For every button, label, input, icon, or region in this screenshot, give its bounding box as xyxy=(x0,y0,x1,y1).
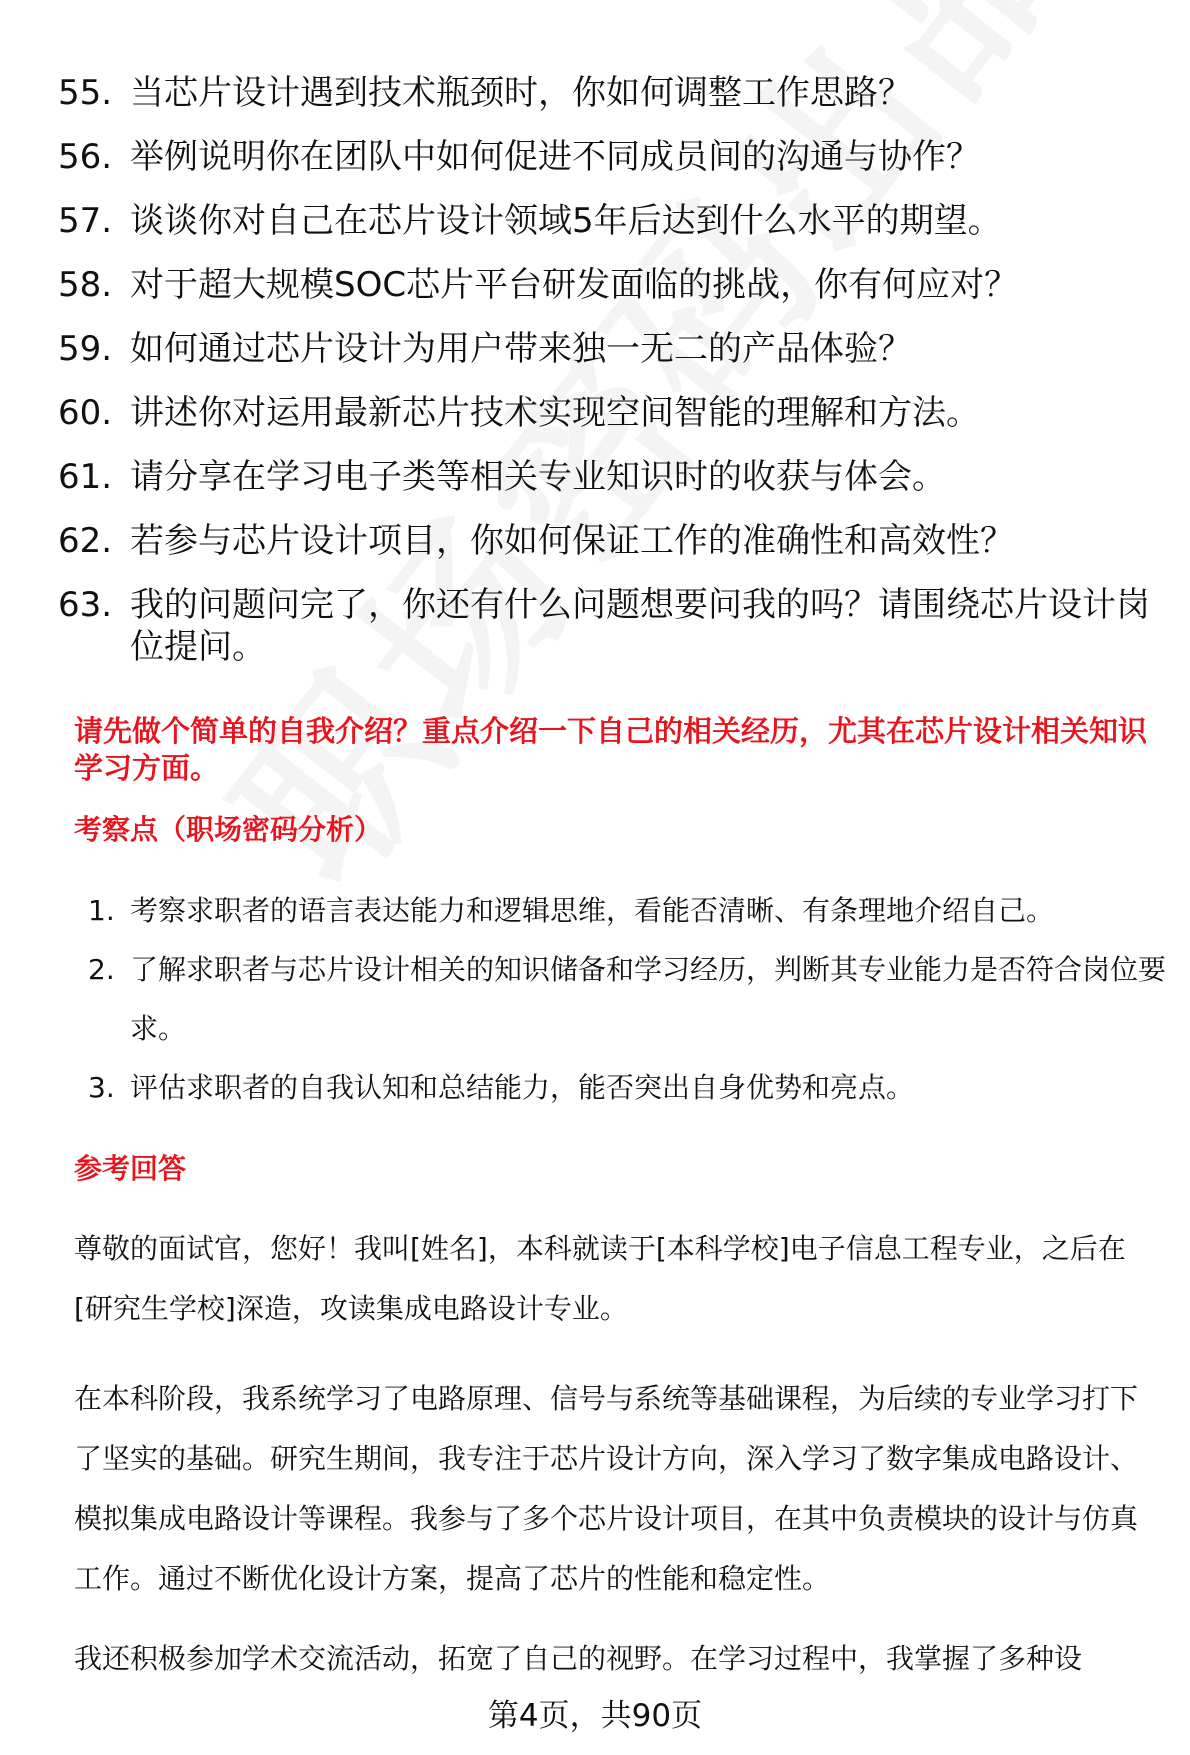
analysis-item xyxy=(88,940,1168,1058)
question-number: 57. xyxy=(58,201,113,241)
current-question: 请先做个简单的自我介绍？重点介绍一下自己的相关经历，尤其在芯片设计相关知识学习方面。 xyxy=(74,714,1148,785)
answer-paragraph: 尊敬的面试官，您好！我叫[姓名]，本科就读于[本科学校]电子信息工程专业，之后在[研究生学校]深造，攻读集成电路设计专业。 xyxy=(74,1232,1126,1325)
question-number: 55. xyxy=(58,73,113,113)
answer-heading: 参考回答 xyxy=(74,1152,187,1185)
question-item xyxy=(58,72,1158,114)
analysis-number: 1. xyxy=(88,894,115,927)
question-number: 59. xyxy=(58,329,113,369)
analysis-list xyxy=(88,881,1168,1117)
analysis-text: 考察求职者的语言表达能力和逻辑思维，看能否清晰、有条理地介绍自己。 xyxy=(130,894,1055,927)
question-item xyxy=(58,328,1158,370)
question-item xyxy=(58,136,1158,178)
question-item xyxy=(58,264,1158,306)
question-text: 请分享在学习电子类等相关专业知识时的收获与体会。 xyxy=(130,457,946,497)
analysis-item xyxy=(88,881,1168,940)
question-list xyxy=(58,72,1158,668)
question-number: 60. xyxy=(58,393,113,433)
question-item xyxy=(58,520,1158,562)
question-number: 56. xyxy=(58,137,113,177)
question-item xyxy=(58,584,1158,668)
question-item xyxy=(58,456,1158,498)
analysis-number: 2. xyxy=(88,953,115,986)
question-item xyxy=(58,392,1158,434)
question-text: 若参与芯片设计项目，你如何保证工作的准确性和高效性？ xyxy=(130,521,1014,561)
question-number: 58. xyxy=(58,265,113,305)
question-number: 61. xyxy=(58,457,113,497)
analysis-number: 3. xyxy=(88,1071,115,1104)
analysis-text: 了解求职者与芯片设计相关的知识储备和学习经历，判断其专业能力是否符合岗位要求。 xyxy=(130,953,1167,1045)
question-text: 谈谈你对自己在芯片设计领域5年后达到什么水平的期望。 xyxy=(130,201,1002,241)
answer-paragraph: 在本科阶段，我系统学习了电路原理、信号与系统等基础课程，为后续的专业学习打下了坚实的基础。研究生期间，我专注于芯片设计方向，深入学习了数字集成电路设计、模拟集成电路设计等课程。我参与了多个芯片设计项目，在其中负责模块的设计与仿真工作。通过不断优化设计方案，提高了芯片的性能和稳定性。 xyxy=(74,1382,1139,1595)
analysis-item xyxy=(88,1058,1168,1117)
question-text: 如何通过芯片设计为用户带来独一无二的产品体验？ xyxy=(130,329,912,369)
question-item xyxy=(58,200,1158,242)
question-text: 举例说明你在团队中如何促进不同成员间的沟通与协作？ xyxy=(130,137,980,177)
answer-paragraph: 我还积极参加学术交流活动，拓宽了自己的视野。在学习过程中，我掌握了多种设 xyxy=(74,1642,1083,1675)
question-text: 我的问题问完了，你还有什么问题想要问我的吗？请围绕芯片设计岗位提问。 xyxy=(130,585,1150,667)
question-number: 62. xyxy=(58,521,113,561)
analysis-heading: 考察点（职场密码分析） xyxy=(74,813,383,846)
question-number: 63. xyxy=(58,585,113,625)
question-text: 对于超大规模SOC芯片平台研发面临的挑战，你有何应对？ xyxy=(130,265,1019,305)
question-text: 当芯片设计遇到技术瓶颈时，你如何调整工作思路？ xyxy=(130,73,912,113)
page-footer: 第4页，共90页 xyxy=(487,1698,703,1734)
analysis-text: 评估求职者的自我认知和总结能力，能否突出自身优势和亮点。 xyxy=(130,1071,915,1104)
question-text: 讲述你对运用最新芯片技术实现空间智能的理解和方法。 xyxy=(130,393,980,433)
